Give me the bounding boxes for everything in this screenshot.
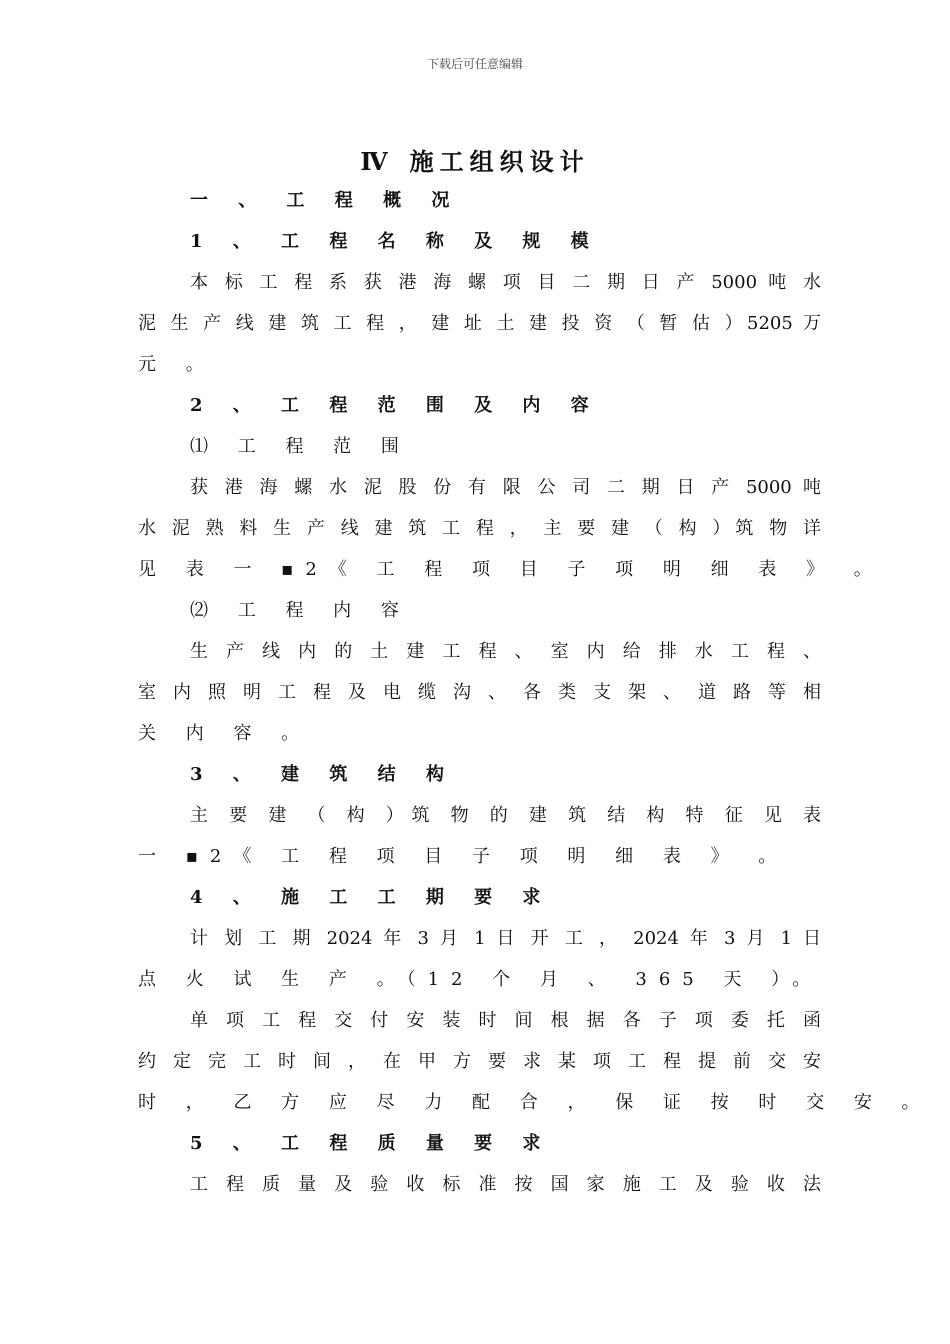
paragraph-line: 见 表 一 ▪2《 工 程 项 目 子 项 明 细 表 》 。 (138, 559, 884, 580)
paragraph-line: 室 内 照 明 工 程 及 电 缆 沟 、 各 类 支 架 、 道 路 等 相 (138, 682, 821, 703)
document-body (138, 180, 932, 1205)
paragraph-line: 元 。 (138, 354, 216, 375)
paragraph-line: 单 项 工 程 交 付 安 装 时 间 根 据 各 子 项 委 托 函 (190, 1010, 821, 1031)
paragraph-line: 时 ， 乙 方 应 尽 力 配 合 ， 保 证 按 时 交 安 。 (138, 1092, 932, 1113)
subsection-heading: 5 、 工 程 质 量 要 求 (190, 1133, 553, 1154)
paragraph-line: 关 内 容 。 (138, 723, 312, 744)
paragraph-line: 生 产 线 内 的 土 建 工 程 、 室 内 给 排 水 工 程 、 (190, 641, 821, 662)
chapter-numeral: Ⅳ (360, 147, 388, 176)
subsection-heading: 2 、 工 程 范 围 及 内 容 (190, 395, 601, 416)
subsection-heading: 3 、 建 筑 结 构 (190, 764, 456, 785)
paragraph-line: 获 港 海 螺 水 泥 股 份 有 限 公 司 二 期 日 产 5000 吨 (190, 477, 821, 498)
subsection-heading: 1 、 工 程 名 称 及 规 模 (190, 231, 601, 252)
paragraph-line: 泥 生 产 线 建 筑 工 程 ， 建 址 土 建 投 资 （ 暂 估 ）5205 万 (138, 313, 821, 334)
paragraph-line: 主 要 建 （ 构 ）筑 物 的 建 筑 结 构 特 征 见 表 (190, 805, 821, 826)
paragraph-line: 本 标 工 程 系 获 港 海 螺 项 目 二 期 日 产 5000 吨 水 (190, 272, 821, 293)
section-heading: 一 、 工 程 概 况 (190, 190, 462, 211)
paragraph-line: 约 定 完 工 时 间 ， 在 甲 方 要 求 某 项 工 程 提 前 交 安 (138, 1051, 821, 1072)
paragraph-line: 水 泥 熟 料 生 产 线 建 筑 工 程 ， 主 要 建 （ 构 ）筑 物 详 (138, 518, 821, 539)
paragraph-line: 计 划 工 期 2024 年 3 月 1 日 开 工 ， 2024 年 3 月 1 日 (190, 928, 821, 949)
page-header: 下载后可任意编辑 (426, 57, 523, 71)
item-heading: ⑵ 工 程 内 容 (190, 600, 411, 621)
chapter-title: 施工组织设计 (409, 147, 590, 176)
paragraph-line: 工 程 质 量 及 验 收 标 准 按 国 家 施 工 及 验 收 法 (190, 1174, 821, 1195)
paragraph-line: 一 ▪2《 工 程 项 目 子 项 明 细 表 》 。 (138, 846, 789, 867)
page-title (0, 142, 950, 177)
subsection-heading: 4 、 施 工 工 期 要 求 (190, 887, 553, 908)
item-heading: ⑴ 工 程 范 围 (190, 436, 411, 457)
paragraph-line: 点 火 试 生 产 。（12 个 月 、 365 天 ）。 (138, 969, 823, 990)
